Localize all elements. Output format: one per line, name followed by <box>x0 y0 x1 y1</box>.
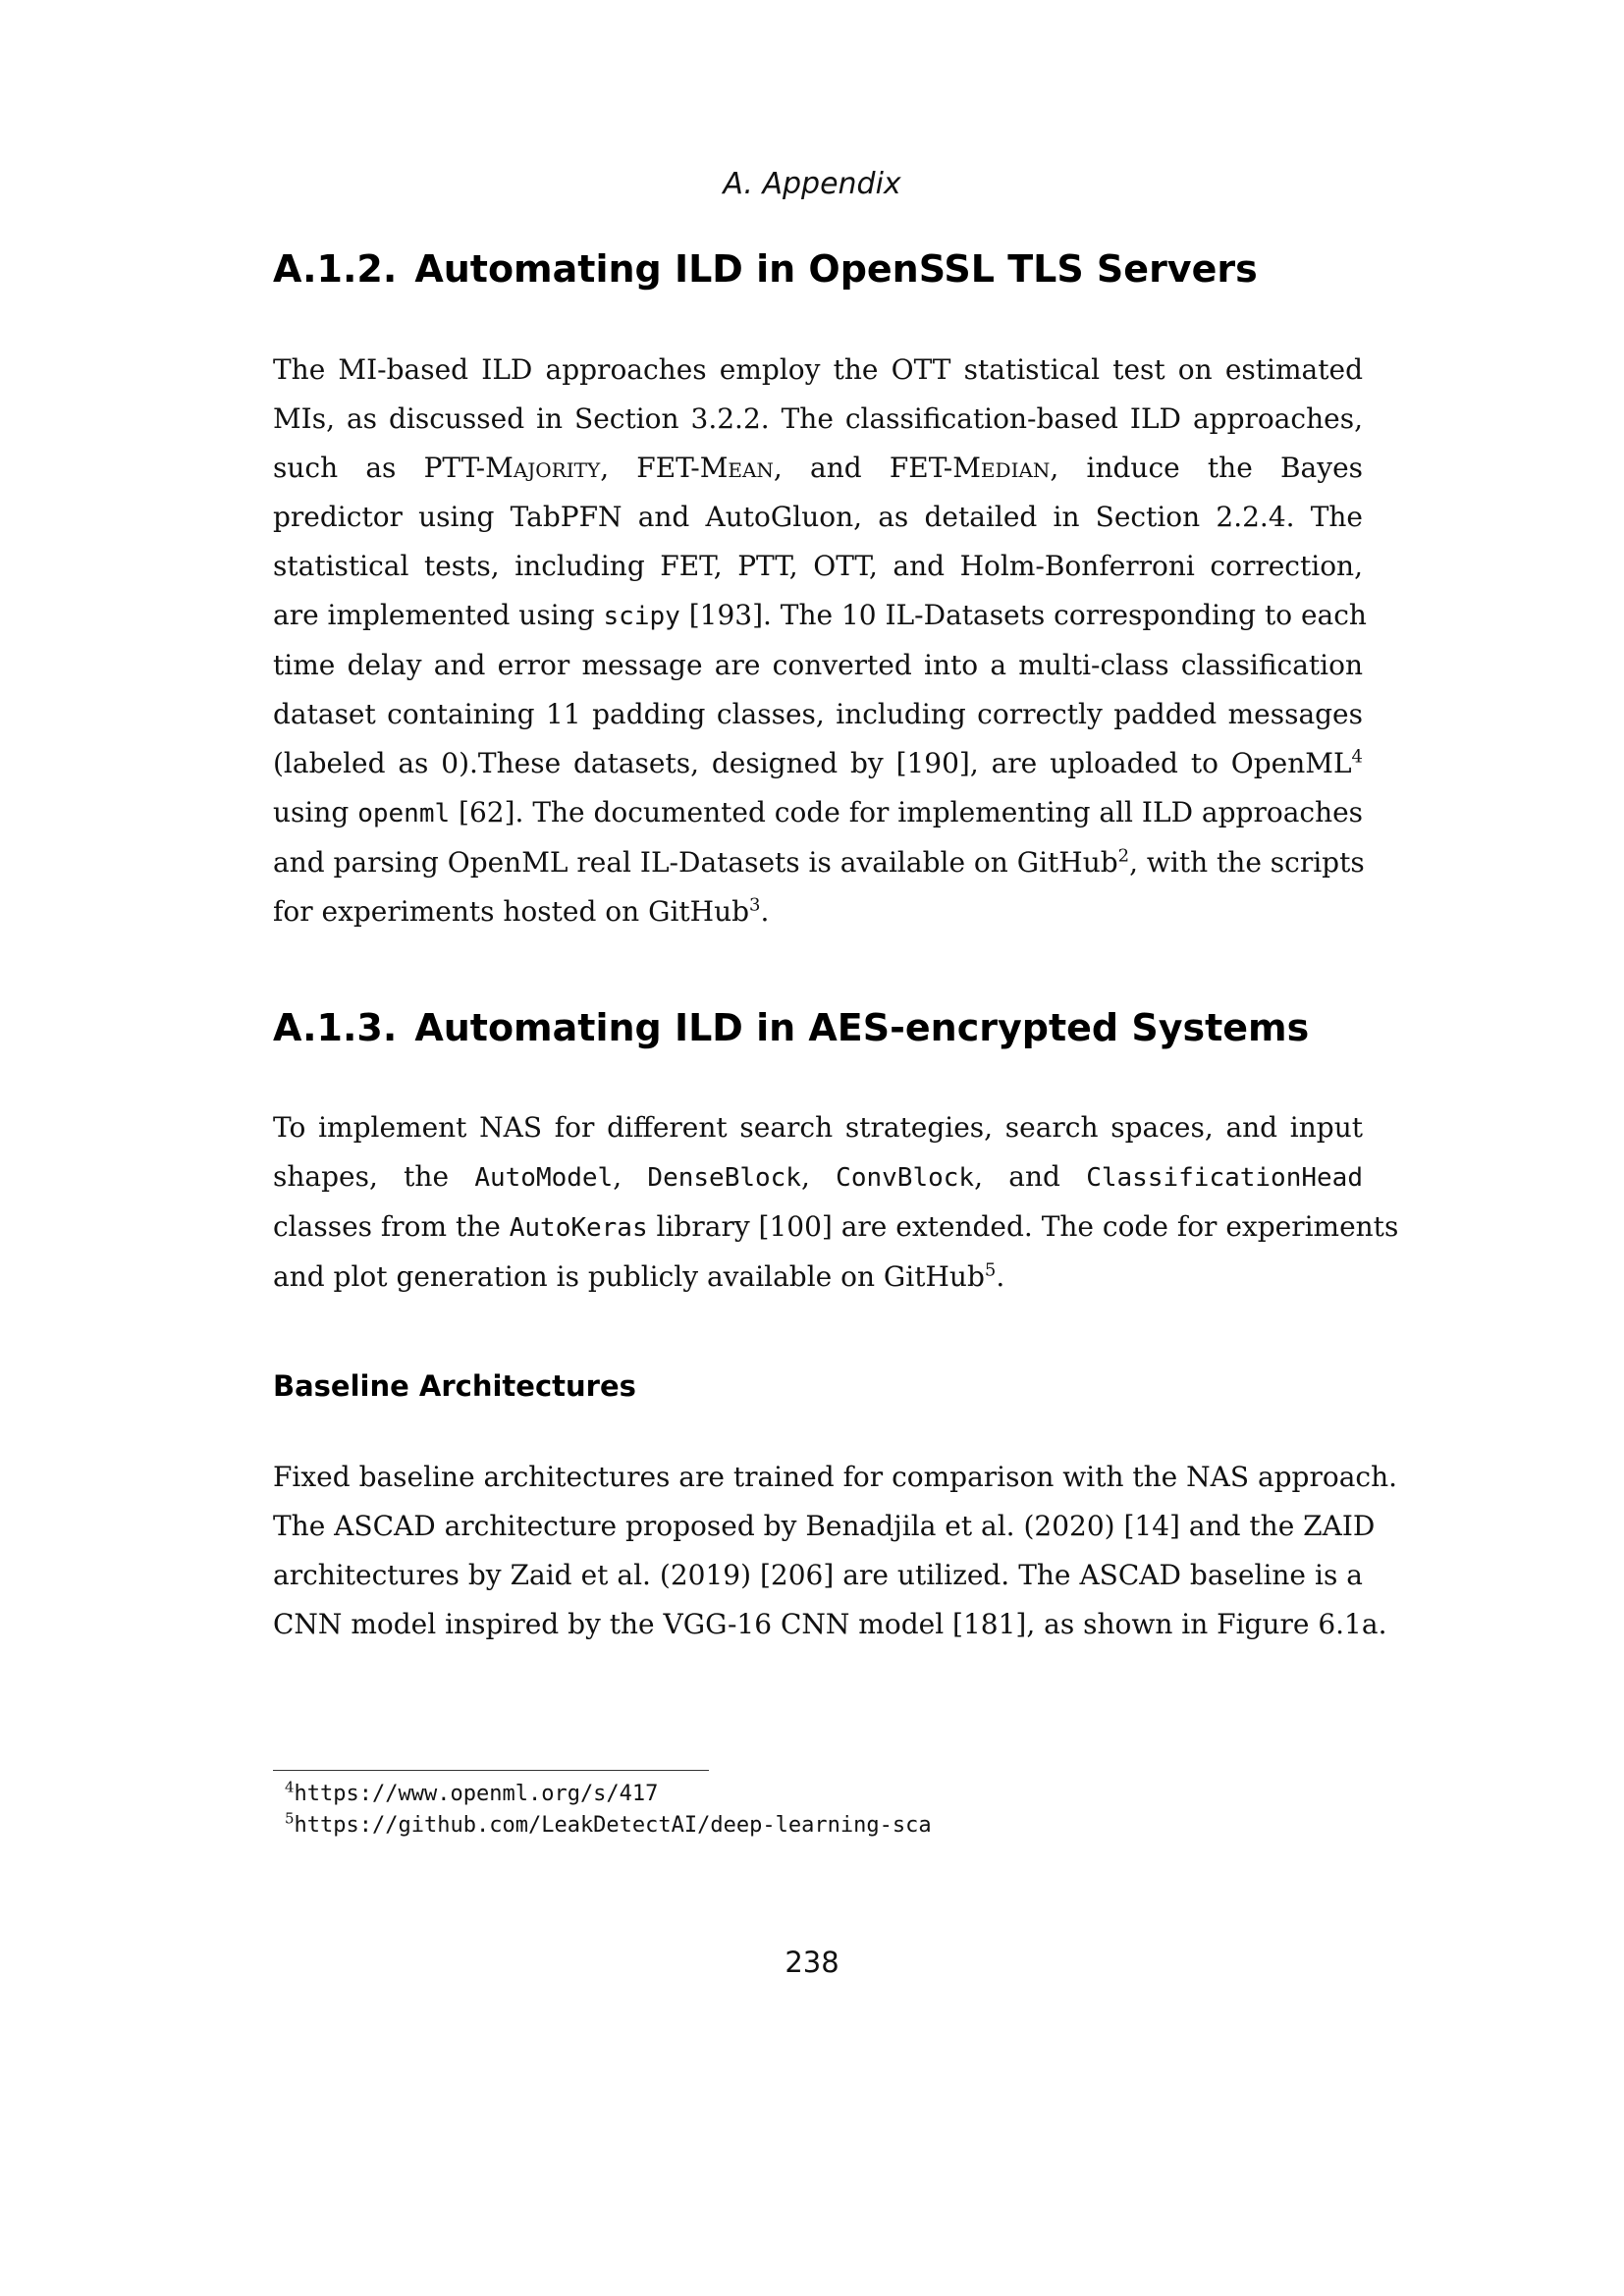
code-classificationhead: ClassificationHead <box>1086 1163 1363 1193</box>
footnote-ref: 3 <box>749 894 761 916</box>
text-line: shapes, the AutoModel, DenseBlock, ConvBlock, and ClassificationHead <box>273 1160 1363 1193</box>
text-line: statistical tests, including FET, PTT, OTT, and Holm-Bonferroni correction, <box>273 550 1363 582</box>
page-number: 238 <box>785 1946 839 1979</box>
text-line: MIs, as discussed in Section 3.2.2. The classification-based ILD approaches, <box>273 402 1363 435</box>
text-line: Fixed baseline architectures are trained for comparison with the NAS approach. <box>273 1461 1398 1493</box>
text-line: classes from the AutoKeras library [100] are extended. The code for experiments <box>273 1210 1399 1243</box>
paragraph-baseline <box>273 1453 1398 1649</box>
footnote-ref: 2 <box>1117 845 1130 867</box>
running-head: A. Appendix <box>723 167 901 201</box>
subsection-title: Baseline Architectures <box>273 1369 636 1403</box>
footnote-divider <box>273 1770 709 1771</box>
subsection-heading <box>273 1369 1363 1403</box>
code-autokeras: AutoKeras <box>509 1213 648 1243</box>
section-heading-a-1-3 <box>273 1006 1363 1049</box>
text-line: and parsing OpenML real IL-Datasets is available on GitHub$^2$, with the scripts <box>273 845 1365 879</box>
text-line: To implement NAS for different search strategies, search spaces, and input <box>273 1111 1363 1144</box>
code-scipy: scipy <box>603 602 680 631</box>
footnotes <box>285 1779 932 1842</box>
code-openml: openml <box>357 799 451 828</box>
footnote-5: $^5$https://github.com/LeakDetectAI/deep-learning-sca <box>285 1809 932 1838</box>
code-convblock: ConvBlock <box>836 1163 975 1193</box>
text-line: for experiments hosted on GitHub$^3$. <box>273 894 770 928</box>
text-line: such as PTT-Majority, FET-Mean, and FET-Median, induce the Bayes <box>273 452 1364 484</box>
section-title: Automating ILD in OpenSSL TLS Servers <box>414 247 1258 291</box>
footnote-ref: 5 <box>984 1259 997 1281</box>
text-line: dataset containing 11 padding classes, including correctly padded messages <box>273 698 1363 730</box>
section-number: A.1.3. <box>273 1006 398 1049</box>
footnote-link[interactable]: https://www.openml.org/s/417 <box>294 1782 659 1806</box>
footnote-ref: 4 <box>1351 746 1363 768</box>
section-heading-a-1-2 <box>273 247 1363 291</box>
text-line: (labeled as 0).These datasets, designed by [190], are uploaded to OpenML$^4$ <box>273 746 1363 779</box>
code-automodel: AutoModel <box>474 1163 614 1193</box>
paragraph-openssl <box>273 346 1367 936</box>
paragraph-aes <box>273 1103 1399 1302</box>
text-line: are implemented using scipy [193]. The 10 IL-Datasets corresponding to each <box>273 599 1367 631</box>
code-denseblock: DenseBlock <box>647 1163 801 1193</box>
text-line: CNN model inspired by the VGG-16 CNN model [181], as shown in Figure 6.1a. <box>273 1608 1387 1640</box>
text-line: time delay and error message are converted into a multi-class classification <box>273 649 1363 681</box>
text-line: and plot generation is publicly available on GitHub$^5$. <box>273 1259 1005 1293</box>
text-line: predictor using TabPFN and AutoGluon, as detailed in Section 2.2.4. The <box>273 501 1363 533</box>
section-title: Automating ILD in AES-encrypted Systems <box>414 1006 1310 1049</box>
section-number: A.1.2. <box>273 247 398 291</box>
text-line: architectures by Zaid et al. (2019) [206] are utilized. The ASCAD baseline is a <box>273 1559 1363 1591</box>
footnote-link[interactable]: https://github.com/LeakDetectAI/deep-learning-sca <box>294 1813 932 1838</box>
text-line: The ASCAD architecture proposed by Benadjila et al. (2020) [14] and the ZAID <box>273 1510 1376 1542</box>
text-line: The MI-based ILD approaches employ the OTT statistical test on estimated <box>273 353 1363 386</box>
footnote-4: $^4$https://www.openml.org/s/417 <box>285 1778 659 1806</box>
text-line: using openml [62]. The documented code for implementing all ILD approaches <box>273 796 1364 828</box>
